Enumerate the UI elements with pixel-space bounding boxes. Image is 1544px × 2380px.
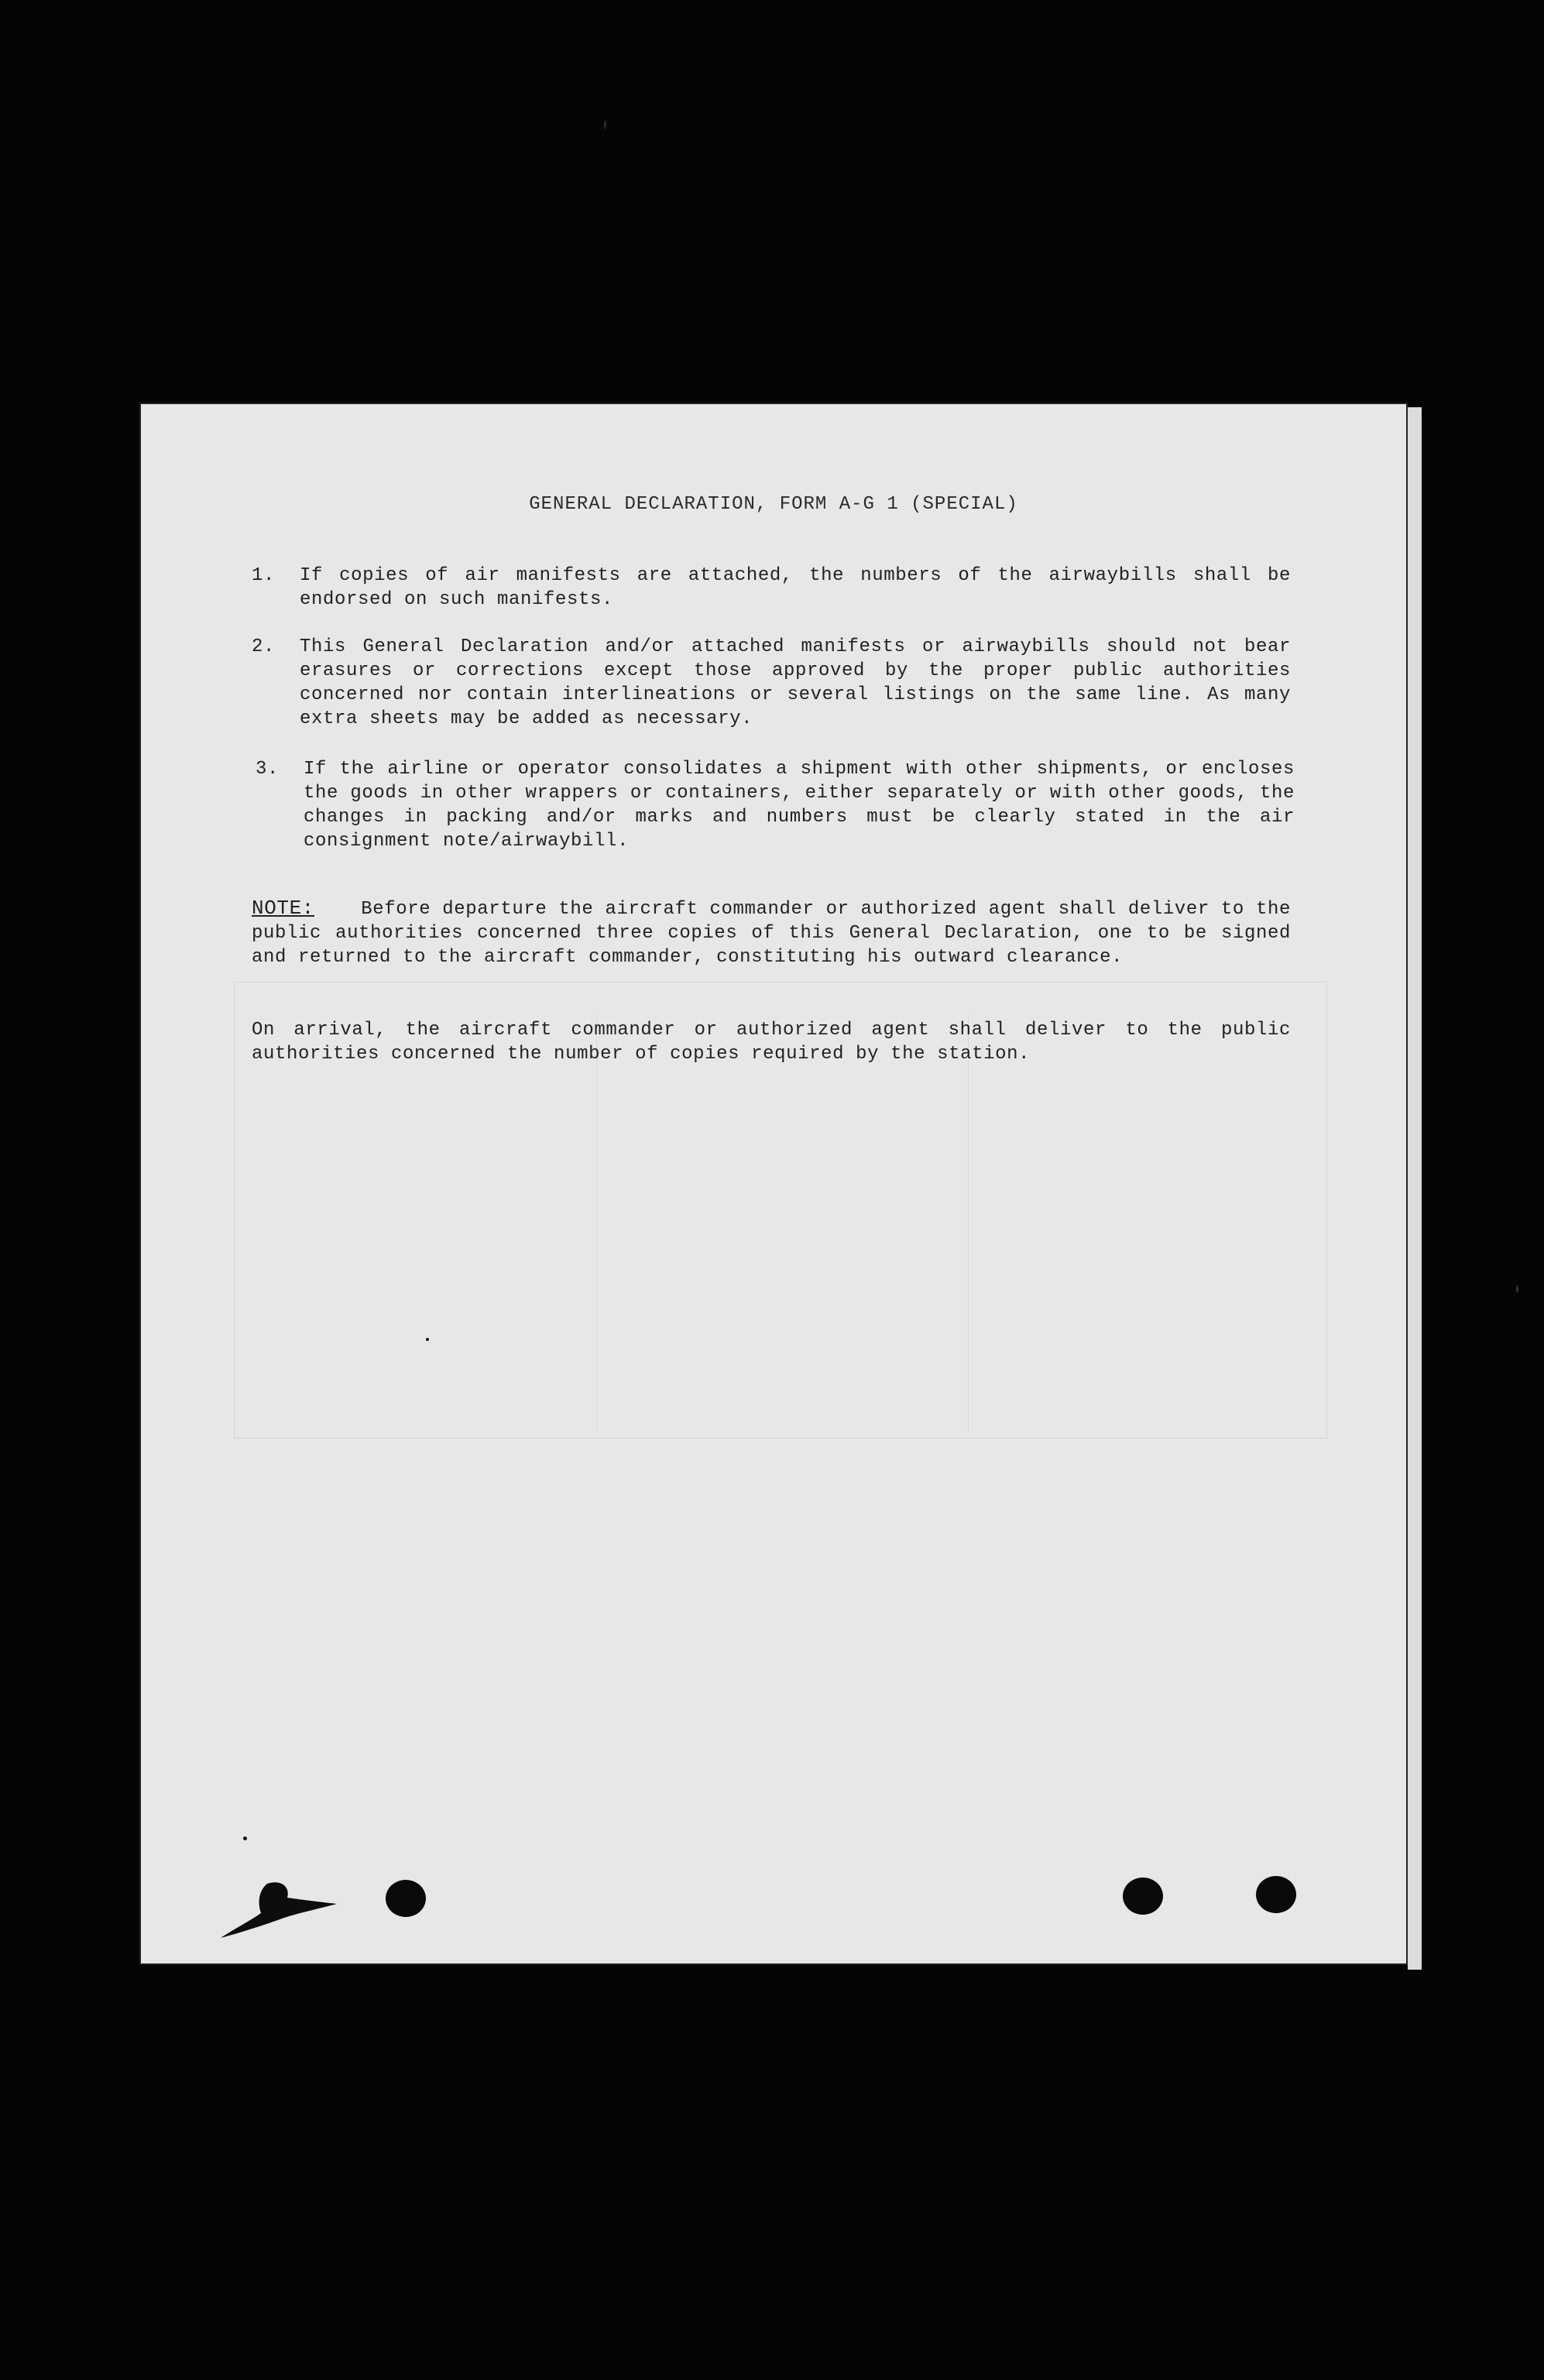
note-text: Before departure the aircraft commander or authorized agent shall deliver to the public authorities concerned three copies of this General Declaration, one to be signed and returned to the aircraft commander, constituting his outward clearance. (252, 899, 1291, 968)
item-number: 3. (256, 759, 280, 780)
item-text: If copies of air manifests are attached, the numbers of the airwaybills shall be endorsed on such manifests. (300, 565, 1291, 610)
arrival-paragraph: On arrival, the aircraft commander or authorized agent shall deliver to the public authorities concerned the number of copies required by the station. (252, 1020, 1291, 1065)
dust-speck (1516, 1285, 1518, 1293)
document-title: GENERAL DECLARATION, FORM A-G 1 (SPECIAL) (529, 494, 1018, 515)
instruction-item-2 (252, 635, 1291, 732)
note-label: NOTE: (252, 897, 315, 920)
dust-speck (426, 1338, 429, 1341)
item-text: This General Declaration and/or attached manifests or airwaybills should not bear erasures or corrections except those approved by the proper public authorities concerned nor contain interlineations or several listings on the same line. As many extra sheets may be added as necessary. (300, 636, 1291, 729)
bleed-through-divider (968, 1014, 969, 1432)
document-page (139, 403, 1408, 1965)
item-number: 2. (252, 636, 276, 657)
page-edge (1408, 407, 1422, 1970)
bleed-through-divider (596, 1014, 597, 1432)
dust-speck (243, 1836, 247, 1840)
punch-hole (1256, 1876, 1296, 1913)
instruction-item-1 (252, 564, 1291, 613)
ink-smudge (213, 1878, 345, 1947)
dust-speck (604, 120, 606, 129)
item-number: 1. (252, 565, 276, 586)
punch-hole (1123, 1878, 1163, 1915)
item-text: If the airline or operator consolidates a shipment with other shipments, or encloses the goods in other wrappers or containers, either separately or with other goods, the changes in packing and/or marks and numbers must be clearly stated in the air consignment note/airwaybill. (304, 759, 1295, 852)
instruction-item-3 (256, 757, 1295, 855)
note-paragraph (252, 897, 1291, 969)
punch-hole (386, 1880, 426, 1917)
